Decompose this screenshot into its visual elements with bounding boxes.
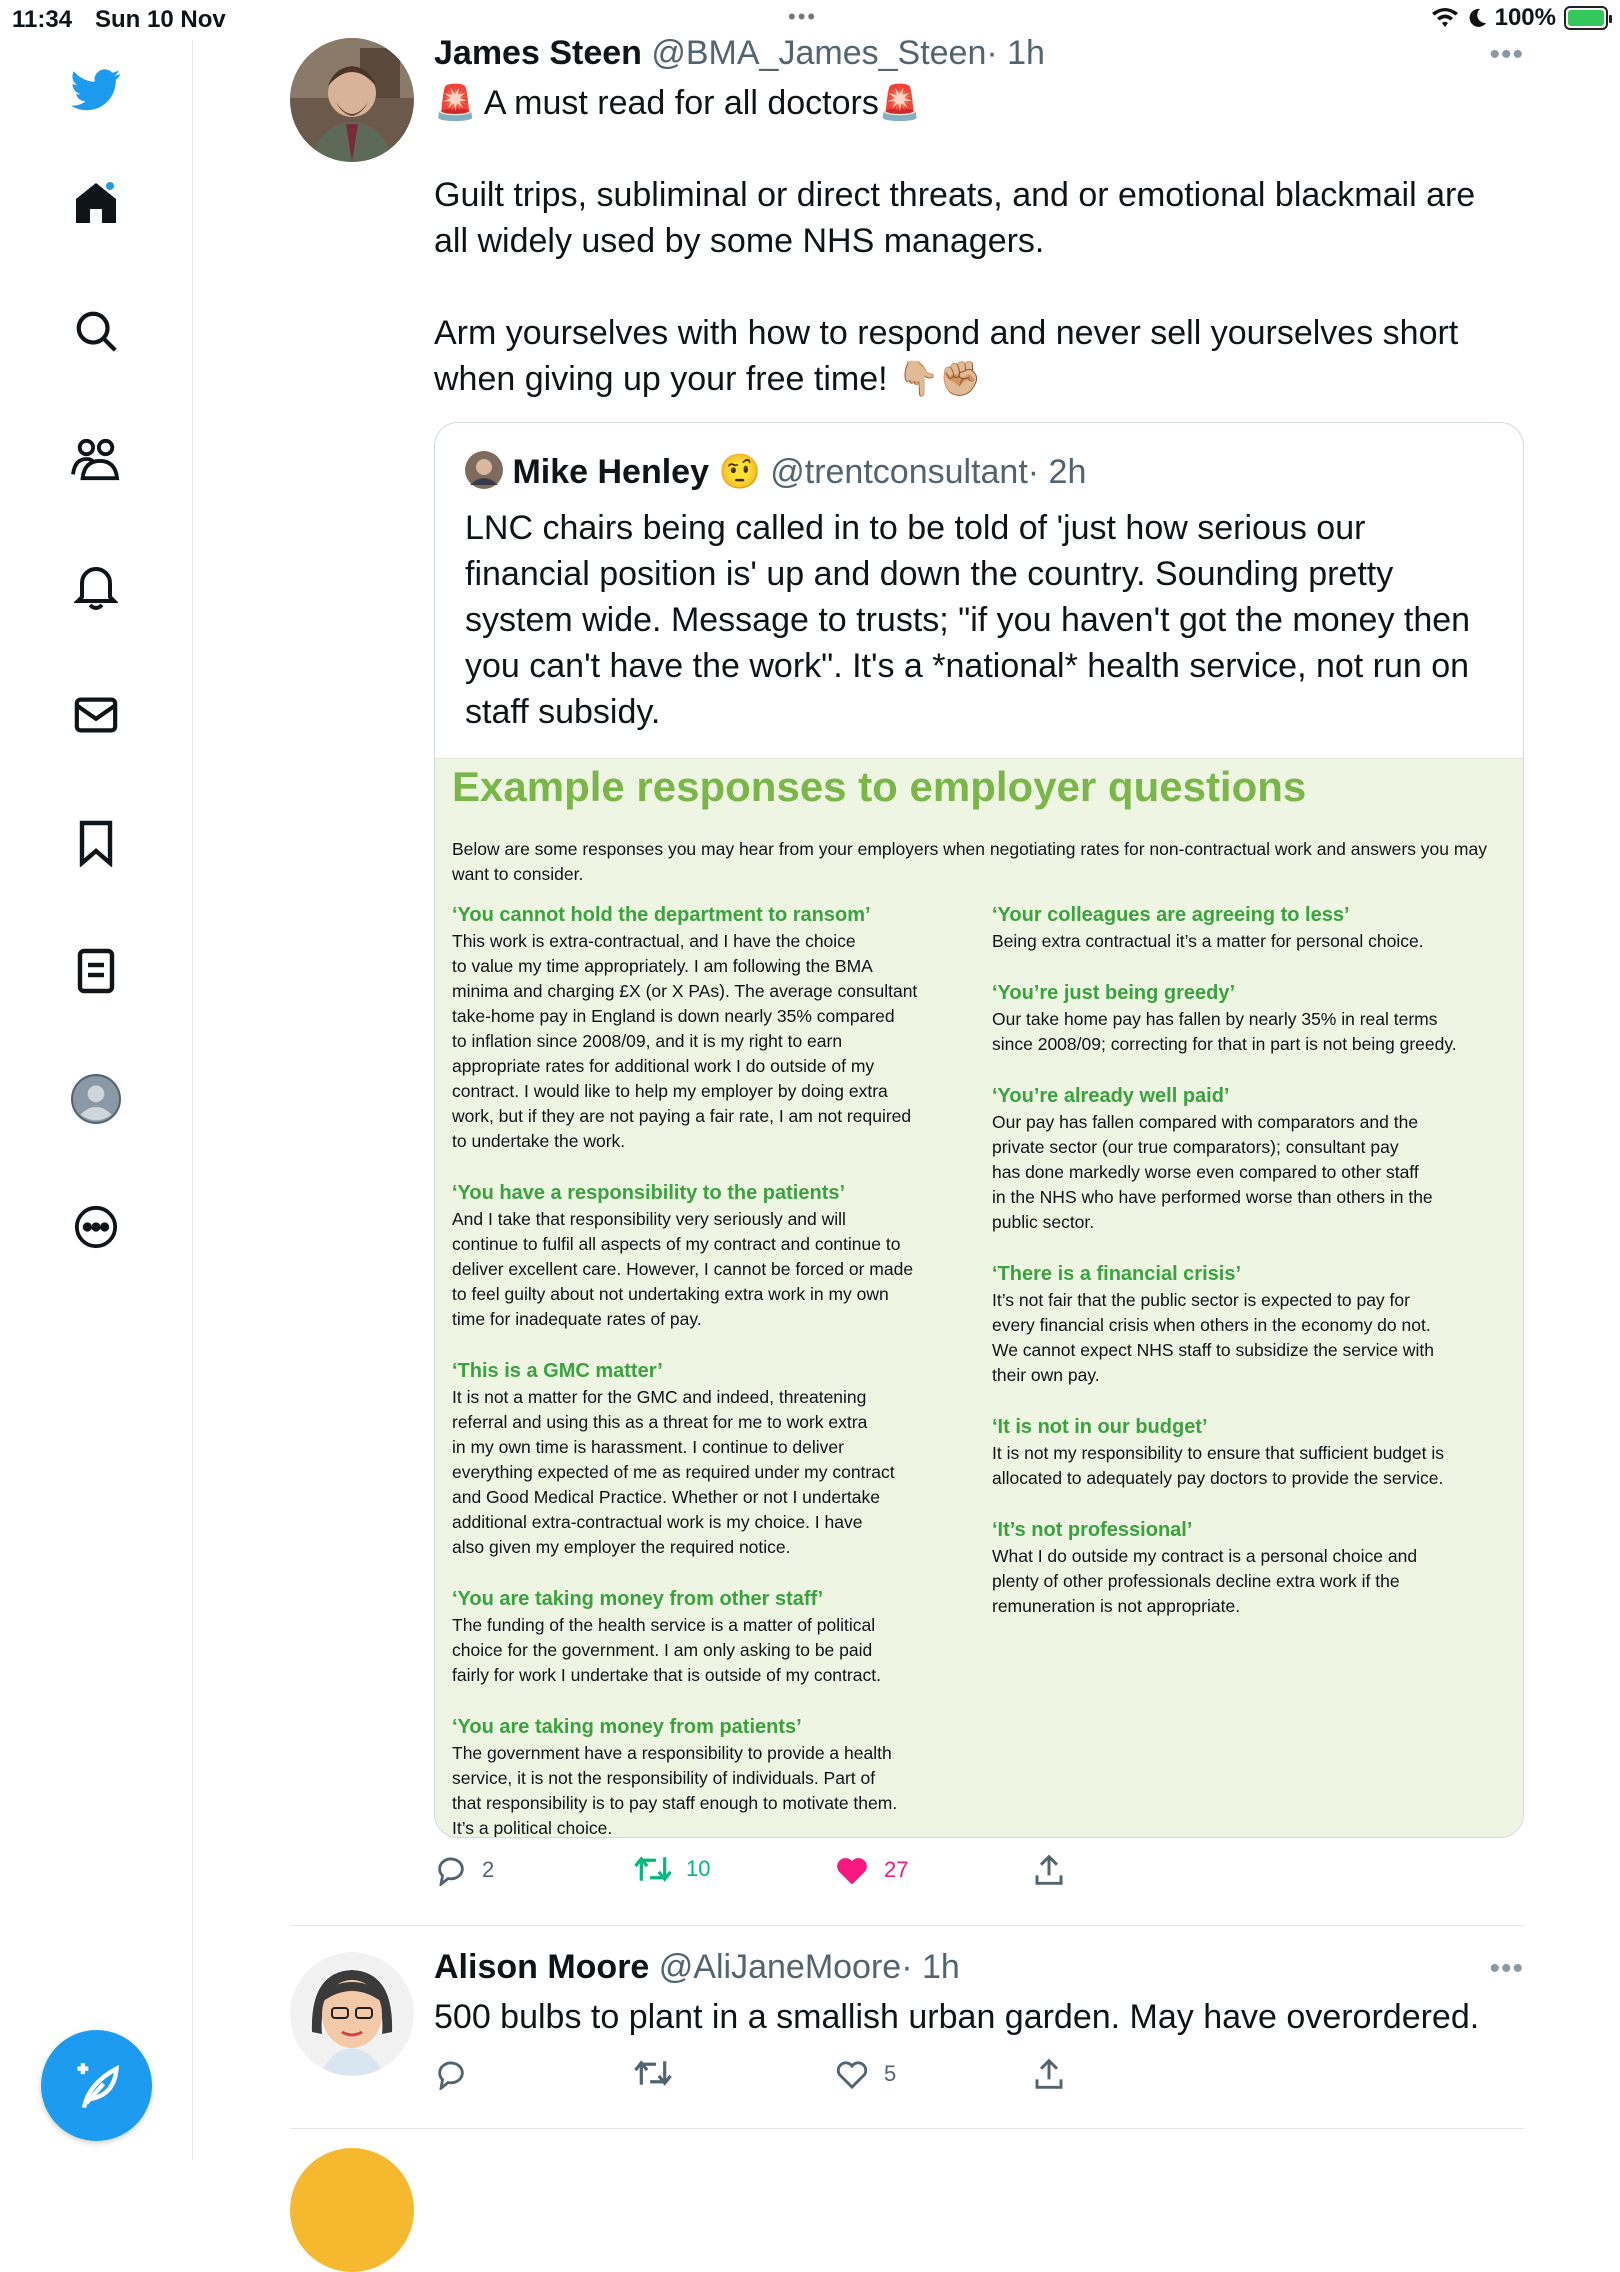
compose-tweet-button[interactable] [41, 2030, 152, 2141]
search-icon[interactable] [71, 306, 121, 356]
doc-question: ‘It’s not professional’ [992, 1519, 1193, 1541]
avatar[interactable] [290, 38, 414, 162]
doc-question: ‘You cannot hold the department to ransom’ [452, 904, 871, 926]
doc-question: ‘This is a GMC matter’ [452, 1360, 663, 1382]
moon-icon [1467, 7, 1487, 29]
tweet-divider [290, 2128, 1524, 2129]
home-icon[interactable] [71, 178, 121, 228]
lists-icon[interactable] [71, 946, 121, 996]
heart-outline-icon [834, 2058, 870, 2090]
notifications-bell-icon[interactable] [71, 562, 121, 612]
doc-response [992, 1414, 1522, 1491]
doc-answer: And I take that responsibility very seriously and will continue to fulfil all aspects of my contract and continue to deliver excellent care. However, I cannot be forced or made to feel guilty about not undertaking extra work in my own time for inadequate rates of pay. [452, 1209, 914, 1329]
doc-answer: Being extra contractual it’s a matter for personal choice. [992, 931, 1424, 951]
doc-response [452, 1358, 982, 1560]
doc-answer: The government have a responsibility to provide a health service, it is not the responsibility of individuals. Part of that responsibility is to pay staff enough to motivate them. It’s a political choice. [452, 1743, 898, 1838]
share-button[interactable] [1034, 1854, 1064, 1886]
wifi-icon [1431, 7, 1459, 29]
author-name[interactable]: Alison Moore [434, 1948, 650, 1986]
doc-response [452, 902, 982, 1154]
tweet[interactable] [290, 1948, 1524, 2152]
quote-text: LNC chairs being called in to be told of 'just how serious our financial position is' up and down the country. Sounding pretty system wide. Message to trusts; "if you haven't got the money then you can't have the work". It's a *national* health service, not run on staff subsidy. [465, 509, 1471, 731]
like-count: 5 [884, 2061, 897, 2086]
reply-button[interactable] [434, 2058, 482, 2090]
reply-button[interactable] [434, 1854, 494, 1886]
compose-feather-icon [71, 2060, 123, 2112]
like-button[interactable] [834, 2058, 896, 2090]
reply-icon [434, 2058, 468, 2090]
tweet-actions [434, 2058, 1134, 2098]
quoted-tweet[interactable] [434, 422, 1524, 1838]
tweet-header [434, 1948, 960, 1987]
doc-left-column [452, 902, 982, 1838]
author-name[interactable]: James Steen [434, 34, 642, 72]
avatar[interactable] [290, 1952, 414, 2076]
doc-answer: Our pay has fallen compared with comparators and the private sector (our true comparators); consultant pay has done markedly worse even compared to other staff in the NHS who have performed worse than others in the public sector. [992, 1112, 1433, 1232]
doc-answer: It is not my responsibility to ensure that sufficient budget is allocated to adequately pay doctors to provide the service. [992, 1443, 1444, 1488]
bookmarks-icon[interactable] [71, 818, 121, 868]
doc-answer: It’s not fair that the public sector is expected to pay for every financial crisis when others in the economy do not. We cannot expect NHS staff to subsidize the service with their own pay. [992, 1290, 1434, 1385]
profile-avatar-icon[interactable] [71, 1074, 121, 1124]
like-button[interactable] [834, 1854, 908, 1886]
tweet-divider [290, 1925, 1524, 1926]
tweet-text [434, 80, 1504, 402]
retweet-button[interactable] [634, 2058, 686, 2088]
tweet-text [434, 1994, 1504, 2040]
status-right [1431, 4, 1608, 32]
doc-answer: This work is extra-contractual, and I have the choice to value my time appropriately. I am following the BMA minima and charging £X (or X PAs). The average consultant take-home pay in England is down nearly 35% compared to inflation since 2008/09, and it is my right to earn appropriate rates for additional work I do outside of my contract. I would like to help my employer by doing extra work, but if they are not paying a fair rate, I am not required to undertake the work. [452, 931, 918, 1151]
doc-response [992, 1083, 1522, 1235]
quote-time: · 2h [1027, 453, 1087, 491]
share-button[interactable] [1034, 2058, 1064, 2090]
doc-question: ‘Your colleagues are agreeing to less’ [992, 904, 1350, 926]
heart-filled-icon [834, 1854, 870, 1886]
doc-response [992, 1261, 1522, 1388]
doc-question: ‘It is not in our budget’ [992, 1416, 1208, 1438]
multitasking-dots[interactable]: ••• [788, 4, 818, 29]
tweet-actions [434, 1854, 1134, 1894]
author-handle[interactable]: @AliJaneMoore [658, 1948, 902, 1986]
tweet-more-button[interactable]: ••• [1489, 1952, 1524, 1985]
tweet-time[interactable]: · 1h [901, 1948, 960, 1986]
quote-media-image[interactable] [435, 758, 1524, 1838]
reply-icon [434, 1854, 468, 1886]
status-time: 11:34 [12, 6, 73, 33]
doc-question: ‘You’re already well paid’ [992, 1085, 1230, 1107]
tweet-more-button[interactable]: ••• [1489, 38, 1524, 71]
quote-author-name: Mike Henley [512, 453, 709, 491]
doc-title: Example responses to employer questions [452, 763, 1307, 810]
retweet-icon [634, 1854, 672, 1884]
tweet-body: 500 bulbs to plant in a smallish urban garden. May have overordered. [434, 1998, 1480, 2036]
doc-response [452, 1586, 982, 1688]
doc-response [992, 980, 1522, 1057]
more-options-icon[interactable] [71, 1202, 121, 1252]
doc-question: ‘You are taking money from other staff’ [452, 1588, 824, 1610]
like-count: 27 [884, 1857, 909, 1882]
share-icon [1034, 1854, 1064, 1886]
messages-envelope-icon[interactable] [71, 690, 121, 740]
doc-answer: It is not a matter for the GMC and indeed, threatening referral and using this as a threat for me to work extra in my own time is harassment. I continue to deliver everything expected of me as required under my contract and Good Medical Practice. Whether or not I undertake additional extra-contractual work is my choice. I have also given my employer the required notice. [452, 1387, 895, 1557]
doc-answer: What I do outside my contract is a personal choice and plenty of other professionals decline extra work if the remuneration is not appropriate. [992, 1546, 1418, 1616]
doc-question: ‘You have a responsibility to the patients’ [452, 1182, 846, 1204]
doc-response [992, 1517, 1522, 1619]
sidebar [0, 40, 193, 2160]
tweet-header [434, 34, 1045, 73]
share-icon [1034, 2058, 1064, 2090]
status-date: Sun 10 Nov [95, 6, 226, 33]
doc-right-column [992, 902, 1522, 1645]
reply-count: 2 [482, 1857, 495, 1882]
quote-author-emoji: 🤨 [718, 453, 761, 491]
next-tweet-avatar[interactable] [290, 2148, 414, 2272]
doc-question: ‘There is a financial crisis’ [992, 1263, 1242, 1285]
author-handle[interactable]: @BMA_James_Steen [651, 34, 987, 72]
doc-response [452, 1714, 982, 1838]
doc-response [992, 902, 1522, 954]
communities-icon[interactable] [71, 434, 121, 484]
retweet-button[interactable] [634, 1854, 710, 1884]
quote-author-handle: @trentconsultant [770, 453, 1028, 491]
twitter-logo-icon[interactable] [71, 65, 121, 115]
tweet-time[interactable]: · 1h [986, 34, 1045, 72]
quote-header [465, 451, 1086, 492]
quote-avatar [465, 451, 503, 489]
doc-question: ‘You’re just being greedy’ [992, 982, 1236, 1004]
tweet-body: 🚨 A must read for all doctors🚨 Guilt trips, subliminal or direct threats, and or emotional blackmail are all widely used by some NHS managers. Arm yourselves with how to respond and never sell yourselves short when giving up your free time! 👇🏼✊🏼 [434, 84, 1476, 398]
doc-response [452, 1180, 982, 1332]
retweet-count: 10 [686, 1856, 711, 1881]
doc-question: ‘You are taking money from patients’ [452, 1716, 802, 1738]
battery-percent: 100% [1494, 4, 1556, 31]
doc-answer: Our take home pay has fallen by nearly 35% in real terms since 2008/09; correcting for that in part is not being greedy. [992, 1009, 1457, 1054]
doc-intro: Below are some responses you may hear from your employers when negotiating rates for non-contractual work and answers you may want to consider. [452, 839, 1487, 884]
tweet[interactable] [290, 34, 1524, 1928]
battery-icon [1564, 6, 1608, 30]
retweet-icon [634, 2058, 672, 2088]
doc-answer: The funding of the health service is a matter of political choice for the government. I am only asking to be paid fairly for work I undertake that is outside of my contract. [452, 1615, 881, 1685]
